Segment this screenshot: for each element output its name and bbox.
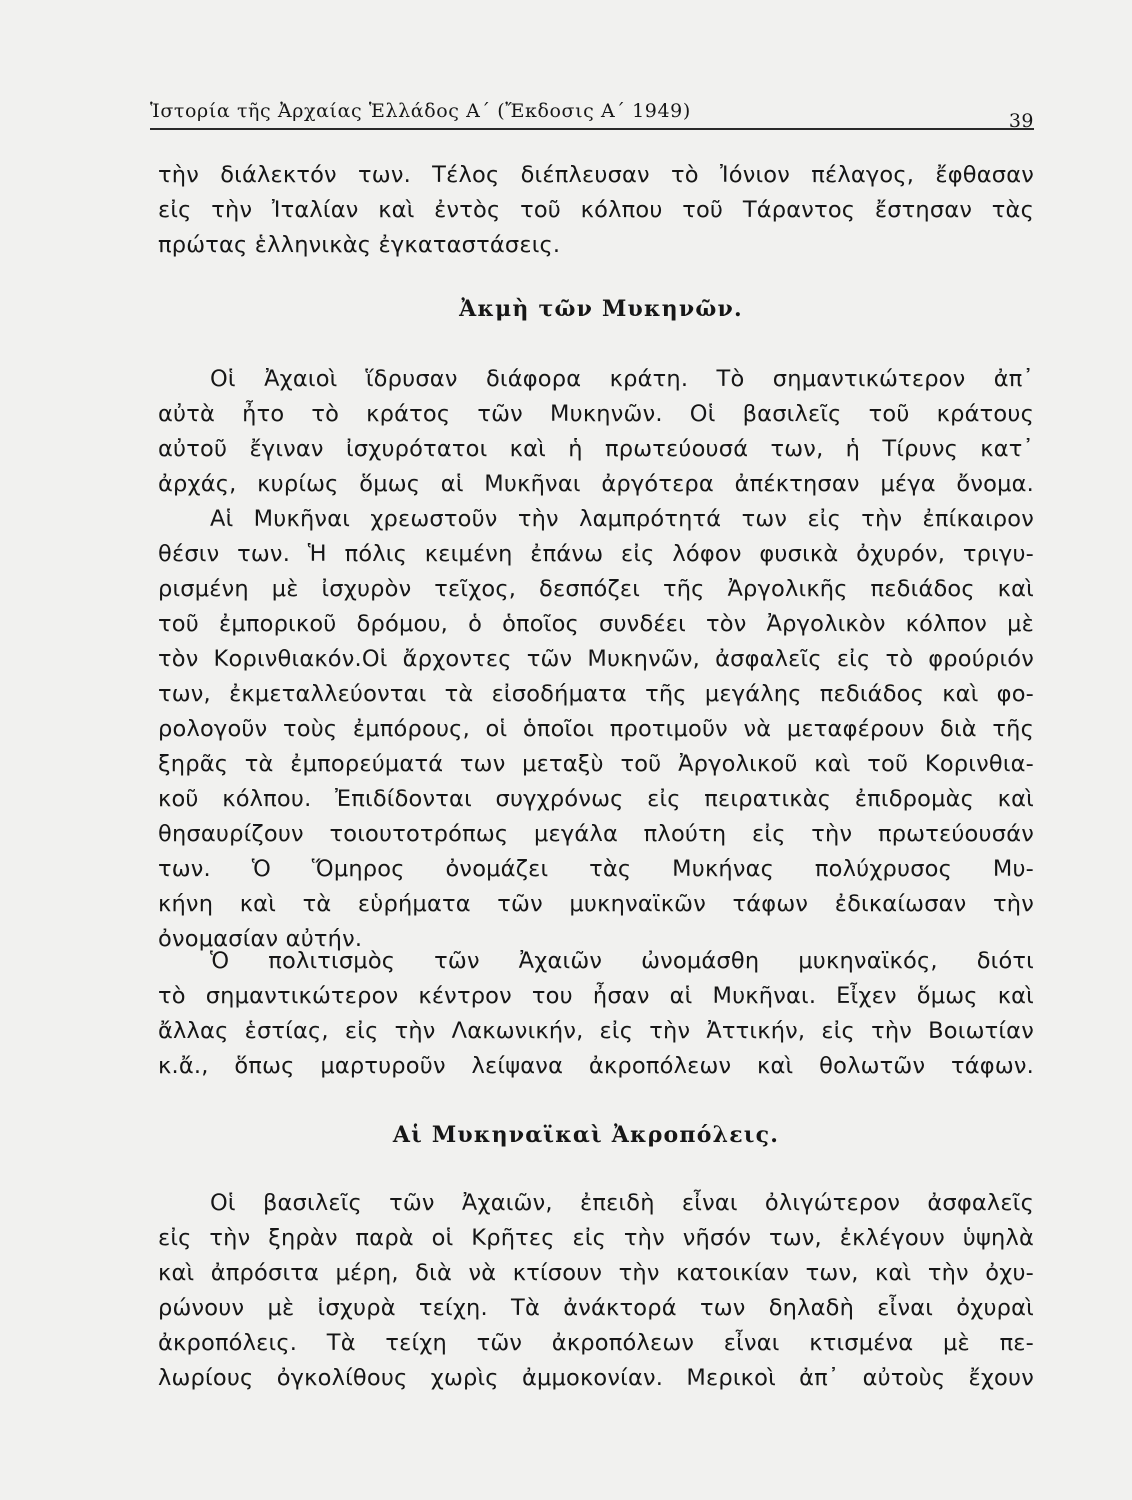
text-line: ὀνομασίαν αὐτήν. (158, 926, 363, 952)
text-line: Οἱ Ἀχαιοὶ ἵδρυσαν διάφορα κράτη. Τὸ σημαντικώτερον ἀπ᾿ (210, 366, 1034, 392)
text-line: λωρίους ὀγκολίθους χωρὶς ἀμμοκονίαν. Μερικοὶ ἀπ᾿ αὐτοὺς ἔχουν (158, 1365, 1034, 1391)
text-line: τὴν διάλεκτόν των. Τέλος διέπλευσαν τὸ Ἰόνιον πέλαγος, ἔφθασαν (158, 162, 1034, 188)
text-line: κήνη καὶ τὰ εὑρήματα τῶν μυκηναϊκῶν τάφων ἐδικαίωσαν τὴν (158, 891, 1034, 917)
text-line: Αἱ Μυκῆναι χρεωστοῦν τὴν λαμπρότητά των εἰς τὴν ἐπίκαιρον (210, 506, 1034, 532)
section-heading-acropoleis: Αἱ Μυκηναϊκαὶ Ἀκροπόλεις. (392, 1122, 780, 1148)
text-line: ἄλλας ἑστίας, εἰς τὴν Λακωνικήν, εἰς τὴν Ἀττικήν, εἰς τὴν Βοιωτίαν (158, 1018, 1034, 1044)
text-line: κοῦ κόλπου. Ἐπιδίδονται συγχρόνως εἰς πειρατικὰς ἐπιδρομὰς καὶ (158, 786, 1034, 812)
text-line: τὸν Κορινθιακόν.Οἱ ἄρχοντες τῶν Μυκηνῶν, ἀσφαλεῖς εἰς τὸ φρούριόν (158, 646, 1034, 672)
text-line: ρώνουν μὲ ἰσχυρὰ τείχη. Τὰ ἀνάκτορά των δηλαδὴ εἶναι ὀχυραὶ (158, 1295, 1034, 1321)
text-line: θέσιν των. Ἡ πόλις κειμένη ἐπάνω εἰς λόφον φυσικὰ ὀχυρόν, τριγυ- (158, 541, 1034, 567)
text-line: καὶ ἀπρόσιτα μέρη, διὰ νὰ κτίσουν τὴν κατοικίαν των, καὶ τὴν ὀχυ- (158, 1260, 1034, 1286)
text-line: αὐτὰ ἦτο τὸ κράτος τῶν Μυκηνῶν. Οἱ βασιλεῖς τοῦ κράτους (158, 401, 1034, 427)
text-line: τὸ σημαντικώτερον κέντρον του ἦσαν αἱ Μυκῆναι. Εἶχεν ὅμως καὶ (158, 983, 1034, 1009)
text-line: Οἱ βασιλεῖς τῶν Ἀχαιῶν, ἐπειδὴ εἶναι ὀλιγώτερον ἀσφαλεῖς (210, 1190, 1034, 1216)
running-title: Ἱστορία τῆς Ἀρχαίας Ἑλλάδος Α΄ (Ἔκδοσις Α΄ 1949) (150, 100, 691, 122)
running-header (150, 96, 1034, 130)
text-line: ξηρᾶς τὰ ἐμπορεύματά των μεταξὺ τοῦ Ἀργολικοῦ καὶ τοῦ Κορινθια- (158, 751, 1034, 777)
text-line: ρισμένη μὲ ἰσχυρὸν τεῖχος, δεσπόζει τῆς Ἀργολικῆς πεδιάδος καὶ (158, 576, 1034, 602)
text-line: αὐτοῦ ἔγιναν ἰσχυρότατοι καὶ ἡ πρωτεύουσά των, ἡ Τίρυνς κατ᾿ (158, 436, 1034, 462)
text-line: τοῦ ἐμπορικοῦ δρόμου, ὁ ὁποῖος συνδέει τὸν Ἀργολικὸν κόλπον μὲ (158, 611, 1034, 637)
text-line: ἀρχάς, κυρίως ὅμως αἱ Μυκῆναι ἀργότερα ἀπέκτησαν μέγα ὄνομα. (158, 471, 1034, 497)
text-line: πρώτας ἑλληνικὰς ἐγκαταστάσεις. (158, 232, 561, 258)
paragraph-mycenae (158, 362, 1034, 957)
text-line: των, ἐκμεταλλεύονται τὰ εἰσοδήματα τῆς μεγάλης πεδιάδος καὶ φο- (158, 681, 1034, 707)
text-line: εἰς τὴν Ἰταλίαν καὶ ἐντὸς τοῦ κόλπου τοῦ Τάραντος ἔστησαν τὰς (158, 197, 1034, 223)
text-line: ρολογοῦν τοὺς ἐμπόρους, οἱ ὁποῖοι προτιμοῦν νὰ μεταφέρουν διὰ τῆς (158, 716, 1034, 742)
section-heading-akme: Ἀκμὴ τῶν Μυκηνῶν. (459, 296, 743, 322)
text-line: εἰς τὴν ξηρὰν παρὰ οἱ Κρῆτες εἰς τὴν νῆσόν των, ἐκλέγουν ὑψηλὰ (158, 1225, 1034, 1251)
paragraph-civilization (158, 944, 1034, 1084)
paragraph-acropoleis (158, 1186, 1034, 1396)
page-number: 39 (1008, 110, 1034, 132)
text-line: κ.ἄ., ὅπως μαρτυροῦν λείψανα ἀκροπόλεων καὶ θολωτῶν τάφων. (158, 1053, 1034, 1079)
paragraph-intro (158, 158, 1034, 263)
text-line: Ὁ πολιτισμὸς τῶν Ἀχαιῶν ὠνομάσθη μυκηναϊκός, διότι (210, 948, 1034, 974)
text-line: των. Ὁ Ὅμηρος ὀνομάζει τὰς Μυκήνας πολύχρυσος Μυ- (158, 856, 1034, 882)
text-line: ἀκροπόλεις. Τὰ τείχη τῶν ἀκροπόλεων εἶναι κτισμένα μὲ πε- (158, 1330, 1034, 1356)
text-line: θησαυρίζουν τοιουτοτρόπως μεγάλα πλούτη εἰς τὴν πρωτεύουσάν (158, 821, 1034, 847)
